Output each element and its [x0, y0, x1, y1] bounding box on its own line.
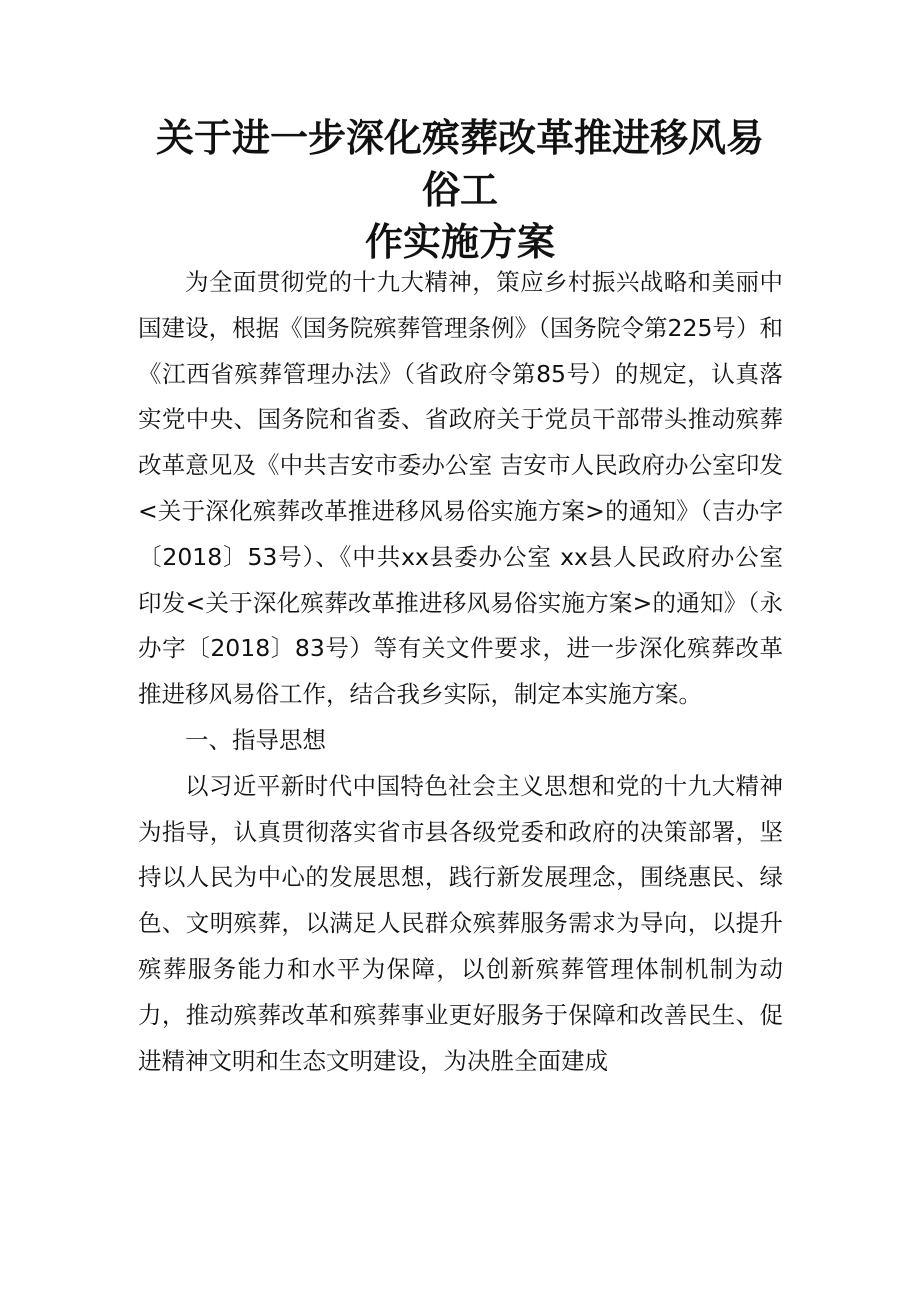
document-title	[140, 112, 780, 268]
paragraph-guiding-thought: 以习近平新时代中国特色社会主义思想和党的十九大精神为指导，认真贯彻落实省市县各级党委和政府的决策部署，坚持以人民为中心的发展思想，践行新发展理念，围绕惠民、绿色、文明殡葬，以满足人民群众殡葬服务需求为导向，以提升殡葬服务能力和水平为保障，以创新殡葬管理体制机制为动力，推动殡葬改革和殡葬事业更好服务于保障和改善民生、促进精神文明和生态文明建设，为决胜全面建成	[138, 771, 783, 1075]
title-line-1: 关于进一步深化殡葬改革推进移风易俗工	[155, 115, 764, 212]
title-line-2: 作实施方案	[364, 219, 555, 264]
paragraph-intro: 为全面贯彻党的十九大精神，策应乡村振兴战略和美丽中国建设，根据《国务院殡葬管理条例》（国务院令第225号）和《江西省殡葬管理办法》（省政府令第85号）的规定，认真落实党中央、国务院和省委、省政府关于党员干部带头推动殡葬改革意见及《中共吉安市委办公室 吉安市人民政府办公室印发<关于深化殡葬改革推进移风易俗实施方案>的通知》（吉办字〔2018〕53号）、《中共xx县委办公室 xx县人民政府办公室印发<关于深化殡葬改革推进移风易俗实施方案>的通知》（永办字〔2018〕83号）等有关文件要求，进一步深化殡葬改革推进移风易俗工作，结合我乡实际，制定本实施方案。	[138, 268, 783, 709]
section-heading-guiding-thought: 一、指导思想	[185, 725, 326, 754]
document-body	[138, 260, 783, 1084]
